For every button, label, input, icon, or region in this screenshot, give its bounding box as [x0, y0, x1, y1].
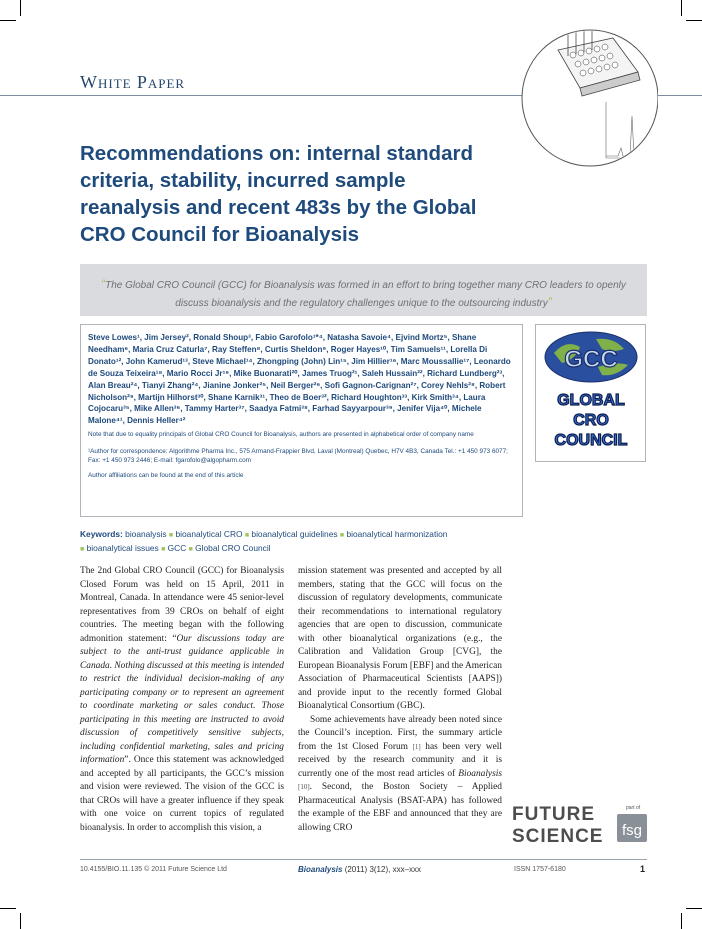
crop-mark-top-left-v	[20, 0, 21, 16]
author-list: Steve Lowes¹, Jim Jersey², Ronald Shoup³, Fabio Garofolo¹*⁴, Natasha Savoie⁴, Ejvind Mortz⁵, Shane Needham⁶, Maria Cruz Caturla⁷, Ray Steffen⁸, Curtis Sheldon⁹, Roger Hayes¹⁰, Tim Samuels¹¹, Lorella Di Donato¹², John Kamerud¹³, Steve Michael¹⁴, Zhongping (John) Lin¹⁵, Jim Hillier¹⁶, Marc Moussallie¹⁷, Leonardo de Souza Teixeira¹⁸, Mario Rocci Jr¹⁹, Mike Buonarati²⁰, James Truog²¹, Saleh Hussain²², Richard Lundberg²³, Alan Breau²⁴, Tianyi Zhang²⁴, Jianine Jonker²⁵, Neil Berger²⁶, Sofi Gagnon-Carignan²⁷, Corey Nehls²⁸, Robert Nicholson²⁹, Martijn Hilhorst³⁰, Shane Karnik³¹, Theo de Boer³², Richard Houghton³³, Kirk Smith³⁴, Laura Cojocaru³⁵, Mike Allen³⁶, Tammy Harter³⁷, Saadya Fatmi³⁸, Farhad Sayyarpour³⁹, Jenifer Vija⁴⁰, Michele Malone⁴¹, Dennis Heller⁴²	[88, 333, 511, 426]
gcc-logo-line3: COUNCIL	[554, 432, 628, 449]
keyword-separator-icon: ■	[244, 532, 250, 539]
footer-journal-name: Bioanalysis	[298, 865, 343, 874]
footer-issn: ISSN 1757-6180	[514, 866, 566, 873]
author-order-note: Note that due to equality principals of Global CRO Council for Bioanalysis, authors are presented in alphabetical order of company name	[88, 431, 474, 439]
crop-mark-top-left-h	[0, 20, 16, 21]
crop-mark-bottom-left-h	[0, 908, 16, 909]
gcc-logo-box	[535, 324, 646, 462]
keyword: bioanalytical issues	[86, 543, 159, 553]
publisher-line1: FUTURE	[512, 804, 596, 825]
keyword: bioanalytical harmonization	[346, 529, 448, 539]
lab-graphic-icon	[518, 20, 658, 170]
crop-mark-bottom-right-h	[686, 908, 702, 909]
footer-doi: 10.4155/BIO.11.135 © 2011 Future Science Ltd	[80, 866, 227, 873]
keyword-separator-icon: ■	[80, 546, 85, 553]
quote-close-mark: ”	[547, 295, 552, 309]
gcc-logo	[536, 325, 645, 461]
article-title: Recommendations on: internal standard criteria, stability, incurred sample reanalysis and recent 483s by the Global CRO Council for Bioanalysis	[80, 142, 477, 246]
reference-link[interactable]: [1]	[412, 742, 421, 751]
crop-mark-top-right-v	[681, 0, 682, 16]
keywords	[80, 528, 520, 556]
pull-quote	[80, 264, 647, 316]
publisher-line2: SCIENCE	[512, 826, 604, 847]
future-science-logo	[512, 798, 647, 848]
reference-link[interactable]: [10]	[298, 783, 310, 791]
body-paragraph: The 2nd Global CRO Council (GCC) for Bioanalysis Closed Forum was held on 15 April, 2011 in Montreal, Canada. In attendance were 45 senior-level representatives from 39 CROs on behalf of eight countries. The meeting began with the following admonition statement: “Our discussions today are subject to the anti-trust guidance applicable in Canada. Nothing discussed at this meeting is intended to restrict the individual decision-making of any participating company or to represent an agreement to coordinate marketing or sales conduct. Those participating in this meeting are instructed to avoid discussion of competitively sensitive subjects, including confidential marketing, sales and pricing information”. Once this statement was acknowledged and accepted by all participants, the GCC’s mission and vision were reviewed. The vision of the GCC is that CROs will have a greater influence if they speak with one voice on current topics of regulated bioanalysis. In order to accomplish this vision, a	[80, 566, 284, 833]
keyword-separator-icon: ■	[339, 532, 345, 539]
keyword-separator-icon: ■	[161, 546, 166, 553]
keyword-separator-icon: ■	[188, 546, 193, 553]
crop-mark-top-right-h	[686, 20, 702, 21]
keyword: Global CRO Council	[195, 543, 271, 553]
publisher-group: fsg	[622, 822, 643, 839]
body-column-2	[298, 565, 502, 835]
quote-open-mark: “	[101, 277, 106, 291]
body-paragraph: Some achievements have already been noted since the Council’s inception. First, the summary article from the 1st Closed Forum [1] has been very well received by the research community and it is currently one of the most read articles of Bioanalysis [10]. Second, the Boston Society – Applied Pharmaceutical Analysis (BSAT-APA) has followed the example of the EBF and announced that they are allowing CRO	[298, 714, 502, 833]
section-label: WHITE PAPER	[80, 72, 186, 92]
gcc-logo-top-text: GCC	[564, 346, 618, 373]
page-number: 1	[640, 864, 646, 874]
keyword: bioanalytical guidelines	[251, 529, 338, 539]
keyword-separator-icon: ■	[168, 532, 174, 539]
crop-mark-bottom-right-v	[681, 913, 682, 929]
body-column-1	[80, 565, 284, 835]
footer-rule	[80, 859, 647, 860]
keyword: bioanalytical CRO	[175, 529, 243, 539]
authors-box	[80, 324, 523, 517]
keyword: bioanalysis	[125, 529, 167, 539]
crop-mark-bottom-left-v	[20, 913, 21, 929]
publisher-part-of: part of	[626, 805, 641, 811]
footer-citation: Bioanalysis (2011) 3(12), xxx–xxx	[298, 865, 422, 874]
keyword: GCC	[167, 543, 187, 553]
affiliations-note: Author affiliations can be found at the end of this article	[88, 472, 244, 480]
pull-quote-text: The Global CRO Council (GCC) for Bioanalysis was formed in an effort to bring together many CRO leaders to openly discuss bioanalysis and the regulatory challenges unique to the outsourcing industry	[105, 280, 626, 309]
gcc-logo-line1: GLOBAL	[557, 392, 625, 409]
correspondence-info: ¹Author for correspondence: Algorithme Pharma Inc., 575 Armand-Frappier Blvd, Laval (Montreal) Quebec, H7V 4B3, Canada Tel.: +1 450 973 6077; Fax: +1 450 973 2446; E-mail: fgarofolo@algopharm.com	[88, 448, 508, 465]
gcc-logo-line2: CRO	[573, 412, 609, 429]
keywords-label: Keywords:	[80, 529, 123, 539]
body-paragraph: mission statement was presented and accepted by all members, stating that the GCC will focus on the discussion of regulatory developments, communicate their recommendations to international regulatory agencies that are open to discussion, communicate with other bioanalytical organizations (e.g., the Calibration and Validation Group [CVG], the European Bioanalysis Forum [EBF] and the American Association of Pharmaceutical Scientists [AAPS]) and provide input to the recently formed Global Bioanalytical Consortium (GBC).	[298, 566, 502, 711]
